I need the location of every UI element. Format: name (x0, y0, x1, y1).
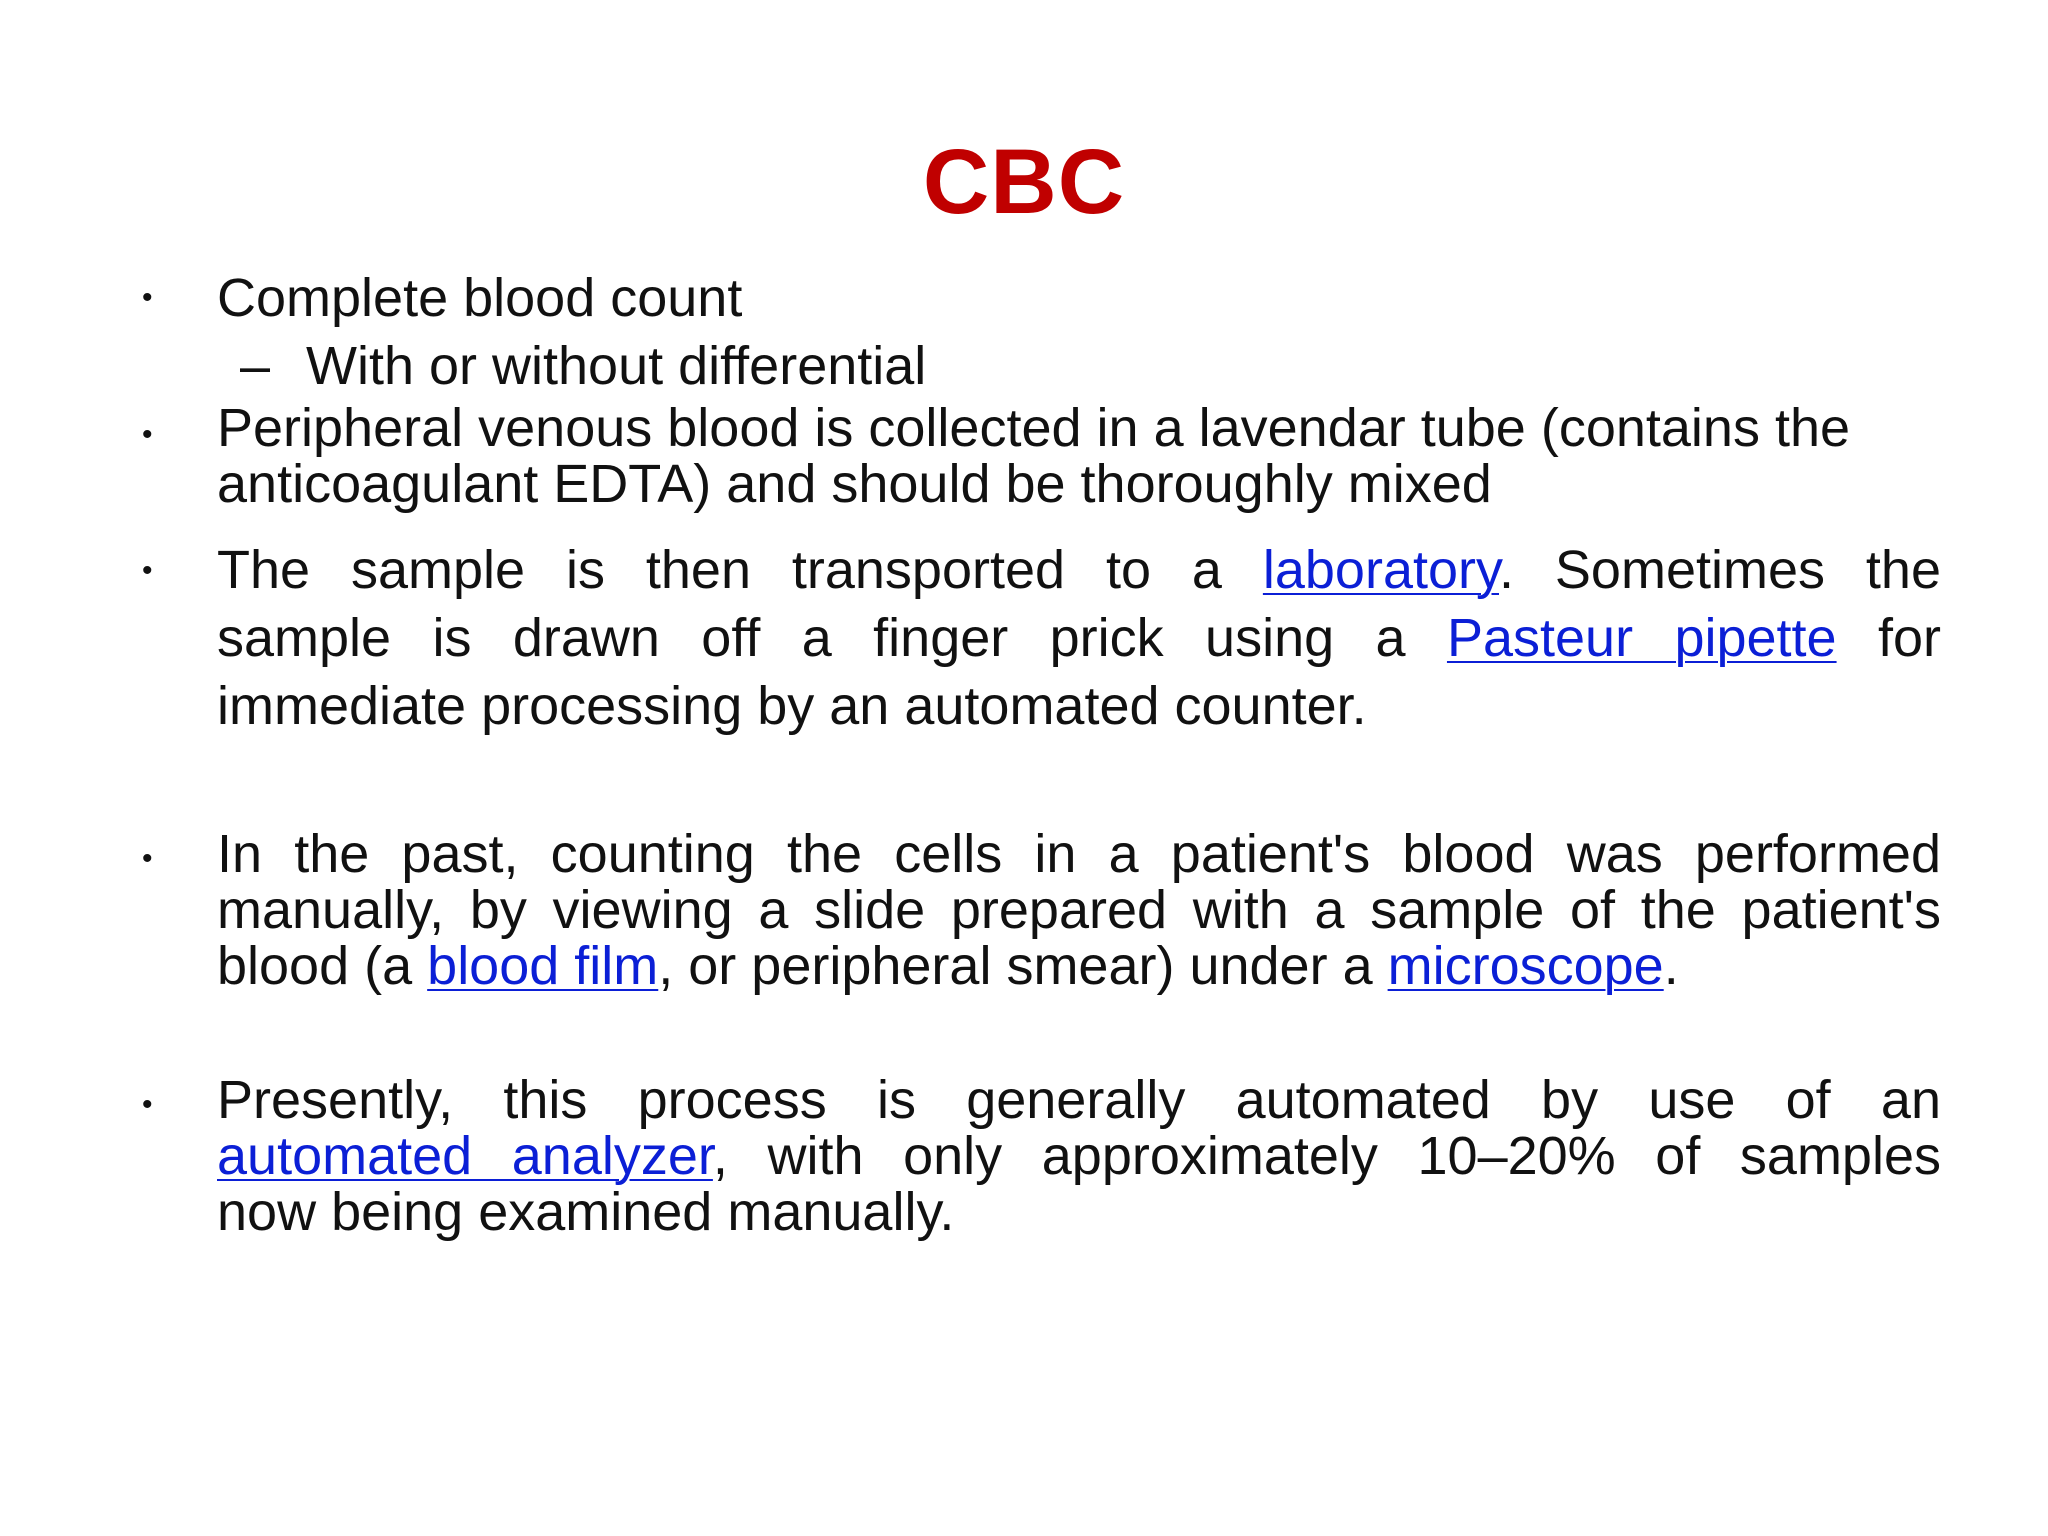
bullet-1-text (217, 266, 1941, 330)
pasteur-pipette-link[interactable]: Pasteur pipette (1446, 608, 1837, 668)
bullet-4-text-a: blood (a (217, 936, 428, 996)
bullet-3-text-b: . Sometimes the (1499, 540, 1941, 600)
bullet-2-line-1: Peripheral venous blood is collected in a lavendar tube (contains the (217, 398, 1851, 458)
bullet-5-line-1: Presently, this process is generally automated by use of an (217, 1070, 1941, 1130)
bullet-3-line-2 (217, 604, 1941, 672)
bullet-marker: • (142, 418, 153, 451)
bullet-3-text (217, 536, 1941, 740)
automated-analyzer-link[interactable]: automated analyzer (217, 1126, 713, 1186)
bullet-3-text-a: The sample is then transported to a (217, 540, 1222, 600)
bullet-4-text-c: . (1663, 936, 1679, 996)
bullet-marker: • (142, 554, 153, 587)
bullet-5-text (217, 1072, 1941, 1240)
bullet-2-text (217, 400, 1941, 512)
blood-film-link[interactable]: blood film (427, 936, 659, 996)
bullet-5-text-b: , with only approximately 10–20% of samples (712, 1126, 1941, 1186)
sub-bullet-text (306, 334, 1706, 398)
sub-bullet-dash: – (240, 336, 271, 396)
bullet-4-text (217, 826, 1941, 994)
bullet-3-text-c: sample is drawn off a finger prick using a (217, 608, 1406, 668)
bullet-4-line-1: In the past, counting the cells in a patient's blood was performed (217, 824, 1941, 884)
bullet-marker: • (142, 281, 153, 314)
bullet-3-line-3: immediate processing by an automated counter. (217, 676, 1367, 736)
bullet-4-line-2: manually, by viewing a slide prepared with a sample of the patient's (217, 880, 1941, 940)
bullet-3-line-1 (217, 536, 1941, 604)
bullet-5-line-2 (217, 1128, 1941, 1184)
bullet-3-text-d: for (1877, 608, 1941, 668)
bullet-4-line-3 (217, 938, 1941, 994)
sub-bullet-line: With or without differential (306, 336, 927, 396)
bullet-5-line-3: now being examined manually. (217, 1182, 955, 1242)
bullet-4-text-b: , or peripheral smear) under a (658, 936, 1388, 996)
bullet-2-line-2: anticoagulant EDTA) and should be thoroughly mixed (217, 454, 1492, 514)
bullet-1-line: Complete blood count (217, 268, 743, 328)
microscope-link[interactable]: microscope (1387, 936, 1664, 996)
bullet-marker: • (142, 1088, 153, 1121)
bullet-marker: • (142, 842, 153, 875)
slide-title: CBC (922, 131, 1126, 233)
laboratory-link[interactable]: laboratory (1262, 540, 1499, 600)
